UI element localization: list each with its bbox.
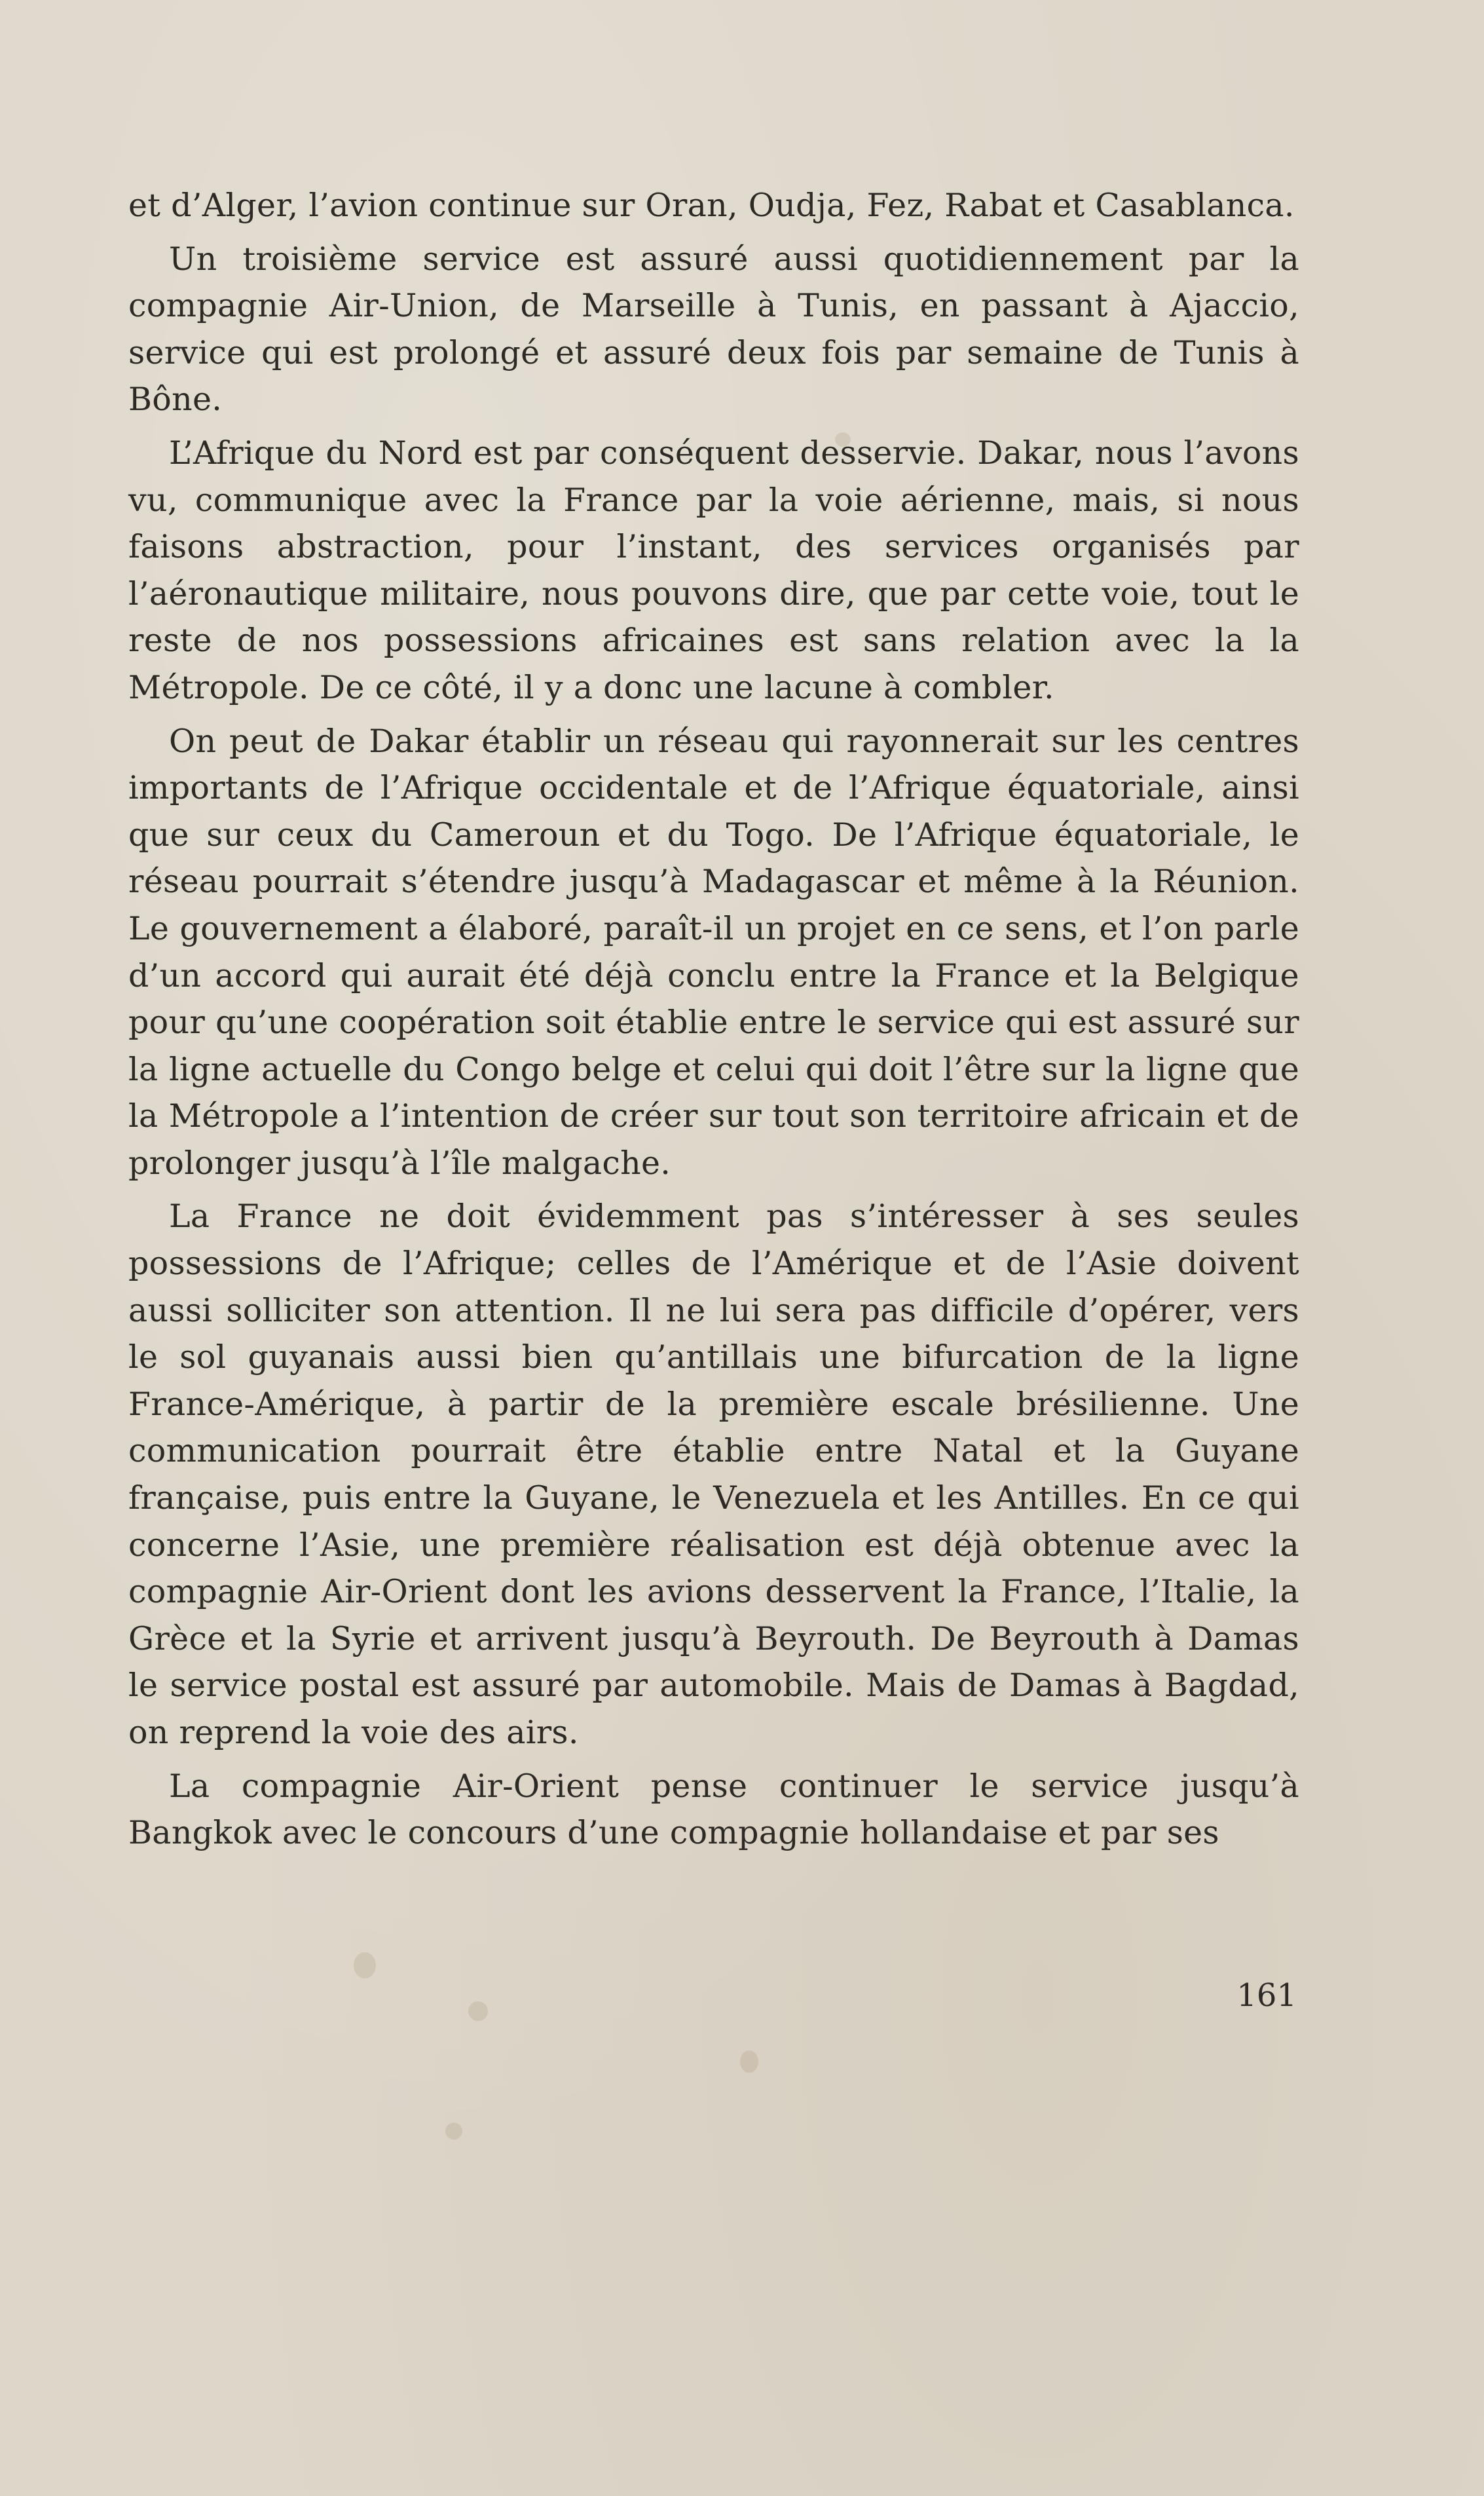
paper-stain	[354, 1952, 376, 1978]
paragraph-3: L’Afrique du Nord est par conséquent desservie. Dakar, nous l’avons vu, communique avec la France par la voie aérienne, mais, si nous faisons abstraction, pour l’instant, des services organisés par l’aéronautique militaire, nous pouvons dire, que par cette voie, tout le reste de nos possessions africaines est sans relation avec la la Métropole. De ce côté, il y a donc une lacune à combler.	[128, 434, 1299, 706]
paper-stain	[468, 2001, 488, 2021]
paragraph-6: La compagnie Air-Orient pense continuer le service jusqu’à Bangkok avec le concours d’une compagnie hollandaise et par ses	[128, 1767, 1299, 1852]
body-text	[128, 182, 1299, 1863]
paragraph-1: et d’Alger, l’avion continue sur Oran, Oudja, Fez, Rabat et Casablanca.	[128, 187, 1295, 224]
paper-stain	[445, 2123, 462, 2140]
paper-stain	[740, 2051, 758, 2073]
paragraph-5: La France ne doit évidemment pas s’intéresser à ses seules possessions de l’Afrique; celles de l’Amérique et de l’Asie doivent aussi solliciter son attention. Il ne lui sera pas difficile d’opérer, vers le sol guyanais aussi bien qu’antillais une bifurcation de la ligne France-Amérique, à partir de la première escale brésilienne. Une communication pourrait être établie entre Natal et la Guyane française, puis entre la Guyane, le Venezuela et les Antilles. En ce qui concerne l’Asie, une première réalisation est déjà obtenue avec la compagnie Air-Orient dont les avions desservent la France, l’Italie, la Grèce et la Syrie et arrivent jusqu’à Beyrouth. De Beyrouth à Damas le service postal est assuré par automobile. Mais de Damas à Bagdad, on reprend la voie des airs.	[128, 1198, 1299, 1751]
paragraph-4: On peut de Dakar établir un réseau qui rayonnerait sur les centres importants de l’Afrique occidentale et de l’Afrique équatoriale, ainsi que sur ceux du Cameroun et du Togo. De l’Afrique équatoriale, le réseau pourrait s’étendre jusqu’à Madagascar et même à la Réunion. Le gouvernement a élaboré, paraît-il un projet en ce sens, et l’on parle d’un accord qui aurait été déjà conclu entre la France et la Belgique pour qu’une coopération soit établie entre le service qui est assuré sur la ligne actuelle du Congo belge et celui qui doit l’être sur la ligne que la Métropole a l’intention de créer sur tout son territoire africain et de prolonger jusqu’à l’île malgache.	[128, 722, 1299, 1182]
paragraph-2: Un troisième service est assuré aussi quotidiennement par la compagnie Air-Union, de Marseille à Tunis, en passant à Ajaccio, service qui est prolongé et assuré deux fois par semaine de Tunis à Bône.	[128, 240, 1299, 419]
page-number: 161	[1236, 1977, 1297, 2014]
